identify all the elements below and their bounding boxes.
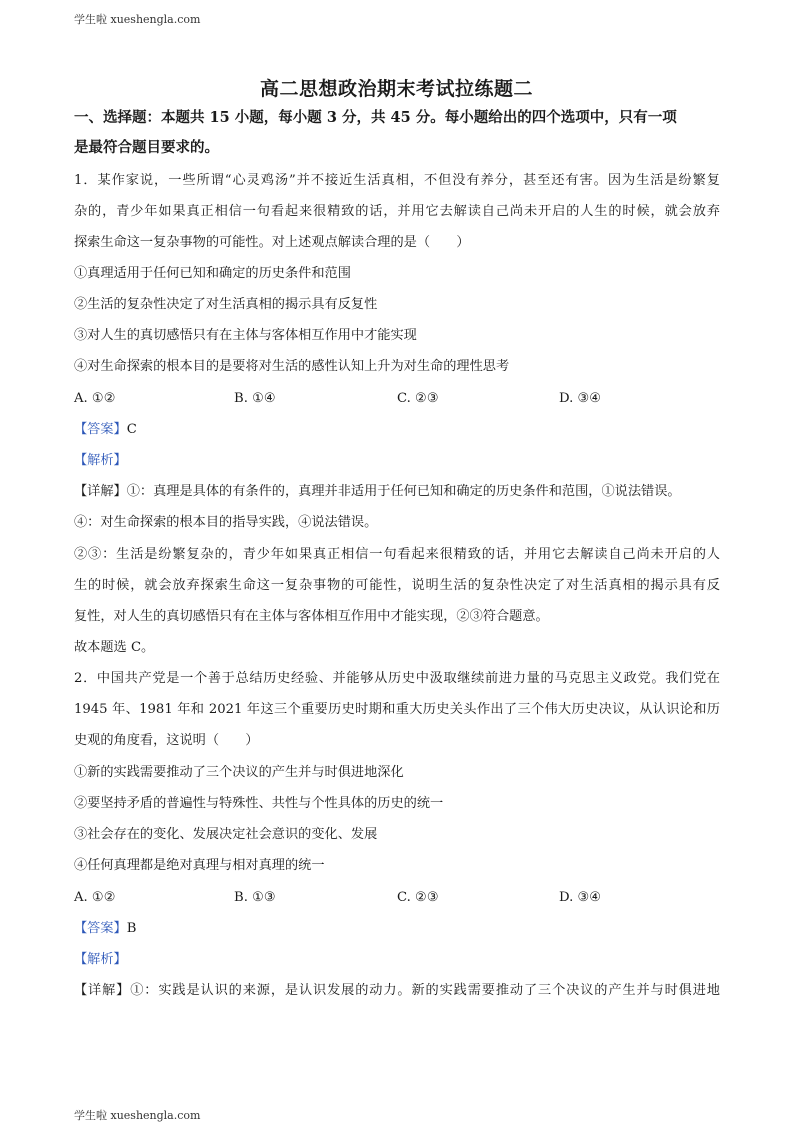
q1-option-c: C. ②③ [397,391,439,406]
q2-statement-1: ①新的实践需要推动了三个决议的产生并与时俱进地深化 [74,765,404,780]
q1-options [74,389,724,409]
q2-statement-2: ②要坚持矛盾的普遍性与特殊性、共性与个性具体的历史的统一 [74,796,444,811]
q1-detail-line-4: 生的时候，就会放弃探索生命这一复杂事物的可能性，说明生活的复杂性决定了对生活真相的揭示具有反 [74,578,720,593]
q2-option-b: B. ①③ [234,890,276,905]
page-footer-site: 学生啦 xueshengla.com [74,1109,201,1122]
q1-detail-line-2: ④：对生命探索的根本目的指导实践，④说法错误。 [74,515,378,530]
q2-stem-line-2: 1945 年、1981 年和 2021 年这三个重要历史时期和重大历史关头作出了三个伟大历史决议，从认识论和历 [74,702,720,717]
q1-detail-line-5: 复性，对人生的真切感悟只有在主体与客体相互作用中才能实现，②③符合题意。 [74,609,549,624]
section-heading [74,103,724,163]
section-heading-line-1: 一、选择题：本题共 15 小题，每小题 3 分，共 45 分。每小题给出的四个选项中，只有一项 [74,109,677,126]
q1-statement-2: ②生活的复杂性决定了对生活真相的揭示具有反复性 [74,297,378,312]
q1-analysis-tag: 【解析】 [74,453,127,468]
page-header-site: 学生啦 xueshengla.com [74,13,201,26]
q1-stem-line-3: 探索生命这一复杂事物的可能性。对上述观点解读合理的是（ ） [74,235,470,250]
q2-analysis-tag: 【解析】 [74,952,127,967]
q2-answer-tag: 【答案】 [74,921,127,936]
section-heading-line-2: 是最符合题目要求的。 [74,139,219,156]
q1-statement-1: ①真理适用于任何已知和确定的历史条件和范围 [74,266,351,281]
page-title: 高二思想政治期末考试拉练题二 [259,78,533,100]
q1-option-d: D. ③④ [559,391,602,406]
q2-stem-line-1: 2．中国共产党是一个善于总结历史经验、并能够从历史中汲取继续前进力量的马克思主义政党。我们党在 [74,671,720,686]
q2-detail-line-1 [74,981,720,1001]
q2-stem-line-3: 史观的角度看，这说明（ ） [74,733,259,748]
q1-detail-tag: 【详解】 [74,484,127,499]
q1-detail-line-6: 故本题选 C。 [74,640,155,655]
q1-answer-value: C [126,422,137,437]
q1-detail-line-3: ②③：生活是纷繁复杂的，青少年如果真正相信一句看起来很精致的话，并用它去解读自己尚未开启的人 [74,547,720,562]
q2-statement-3: ③社会存在的变化、发展决定社会意识的变化、发展 [74,827,378,842]
q1-detail-line-1 [74,482,681,502]
q1-answer-tag: 【答案】 [74,422,127,437]
q2-option-a: A. ①② [74,890,116,905]
q1-statement-4: ④对生命探索的根本目的是要将对生活的感性认知上升为对生命的理性思考 [74,359,510,374]
q2-statement-4: ④任何真理都是绝对真理与相对真理的统一 [74,858,325,873]
q2-options [74,888,724,908]
q2-detail-text-1: ①：实践是认识的来源，是认识发展的动力。新的实践需要推动了三个决议的产生并与时俱进地 [130,983,720,998]
q2-answer-value: B [126,921,137,936]
q1-answer [74,420,137,440]
q1-statement-3: ③对人生的真切感悟只有在主体与客体相互作用中才能实现 [74,328,417,343]
q2-option-c: C. ②③ [397,890,439,905]
q1-stem-line-1: 1．某作家说，一些所谓“心灵鸡汤”并不接近生活真相，不但没有养分，甚至还有害。因为生活是纷繁复 [74,173,720,188]
q2-option-d: D. ③④ [559,890,602,905]
q2-answer [74,919,136,939]
q1-stem-line-2: 杂的，青少年如果真正相信一句看起来很精致的话，并用它去解读自己尚未开启的人生的时候，就会放弃 [74,204,720,219]
q1-option-a: A. ①② [74,391,116,406]
q1-option-b: B. ①④ [234,391,276,406]
q1-detail-text-1: ①：真理是具体的有条件的，真理并非适用于任何已知和确定的历史条件和范围，①说法错误。 [126,484,681,499]
q2-detail-tag: 【详解】 [74,983,131,998]
